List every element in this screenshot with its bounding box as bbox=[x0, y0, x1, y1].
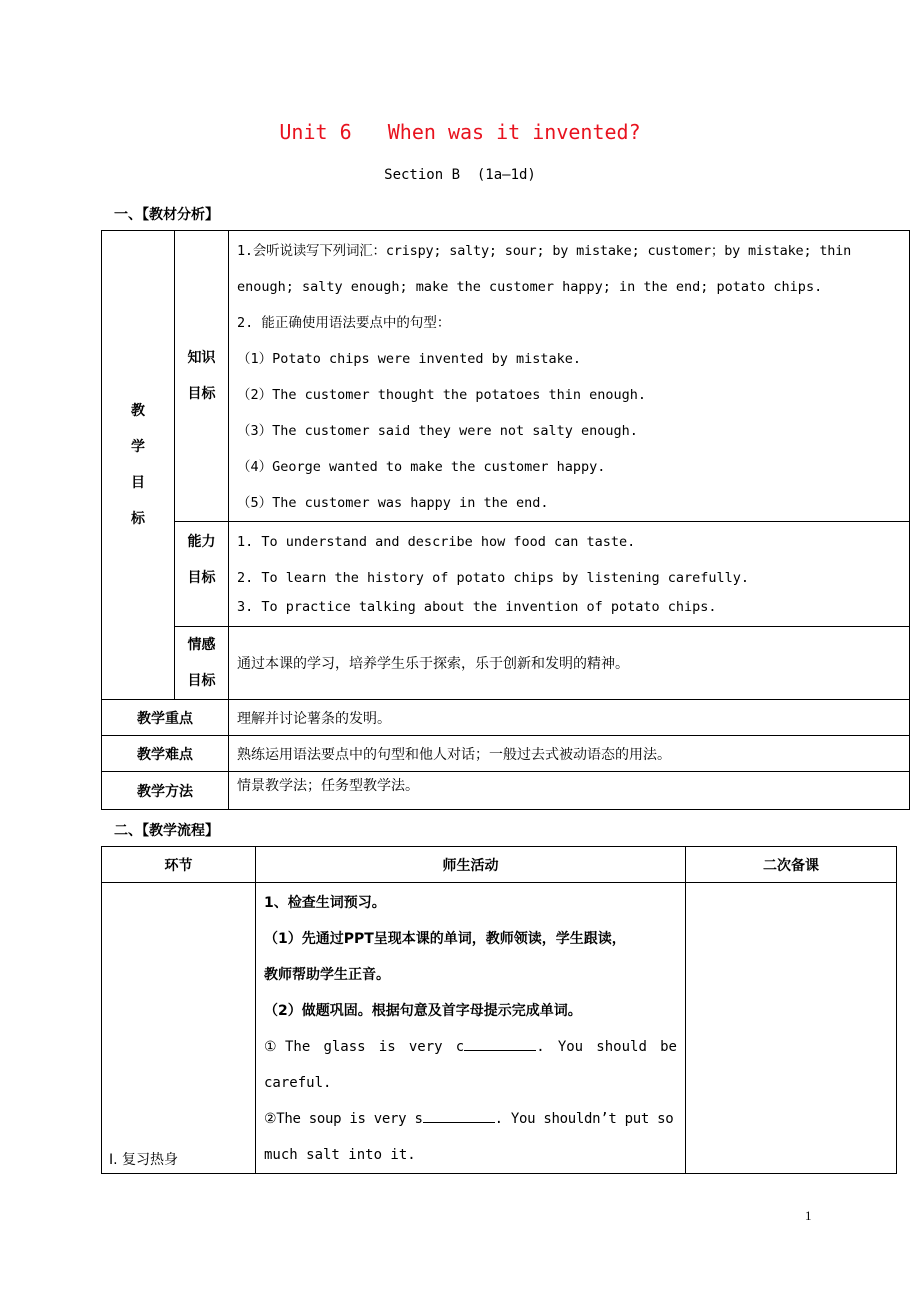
key-point-content: 理解并讨论薯条的发明。 bbox=[229, 700, 910, 736]
exercise-1-cont: careful. bbox=[264, 1075, 332, 1091]
activity-cell bbox=[256, 883, 686, 1174]
ability-content bbox=[229, 522, 910, 627]
analysis-table bbox=[101, 230, 910, 810]
process-table bbox=[101, 846, 897, 1174]
emotion-content: 通过本课的学习，培养学生乐于探索，乐于创新和发明的精神。 bbox=[229, 627, 910, 700]
stage-cell bbox=[102, 883, 256, 1174]
objectives-label: 教 学 目 标 bbox=[102, 231, 175, 700]
step1-line: （1）先通过PPT呈现本课的单词，教师领读，学生跟读， bbox=[264, 931, 626, 947]
knowledge-line: （2）The customer thought the potatoes thin enough. bbox=[237, 387, 647, 403]
key-point-label: 教学重点 bbox=[102, 700, 229, 736]
difficulty-label: 教学难点 bbox=[102, 736, 229, 772]
method-label: 教学方法 bbox=[102, 772, 229, 810]
ability-line: 3. To practice talking about the invention of potato chips. bbox=[237, 599, 717, 615]
knowledge-line: （4）George wanted to make the customer happy. bbox=[237, 459, 606, 475]
answer-blank bbox=[423, 1110, 495, 1123]
document-title: Unit 6 When was it invented? bbox=[279, 120, 641, 144]
section2-heading: 二、【教学流程】 bbox=[114, 823, 219, 839]
difficulty-content: 熟练运用语法要点中的句型和他人对话；一般过去式被动语态的用法。 bbox=[229, 736, 910, 772]
exercise-2: ②The soup is very s . You shouldn’t put so bbox=[264, 1111, 674, 1127]
stage-label: I. 复习热身 bbox=[109, 1152, 179, 1168]
knowledge-label: 知识 目标 bbox=[175, 231, 229, 522]
column-header-activity: 师生活动 bbox=[256, 847, 686, 883]
knowledge-line: 2. 能正确使用语法要点中的句型： bbox=[237, 315, 451, 331]
knowledge-content bbox=[229, 231, 910, 522]
knowledge-line: （3）The customer said they were not salty enough. bbox=[237, 423, 638, 439]
column-header-stage: 环节 bbox=[102, 847, 256, 883]
knowledge-line: （5）The customer was happy in the end. bbox=[237, 495, 549, 511]
exercise-1: ① The glass is very c . You should be bbox=[264, 1039, 677, 1055]
step-title: 1、检查生词预习。 bbox=[264, 895, 386, 911]
step2-line: （2）做题巩固。根据句意及首字母提示完成单词。 bbox=[264, 1003, 582, 1019]
column-header-notes: 二次备课 bbox=[686, 847, 897, 883]
section1-heading: 一、【教材分析】 bbox=[114, 207, 219, 223]
ability-line: 2. To learn the history of potato chips by listening carefully. bbox=[237, 570, 750, 586]
notes-cell bbox=[686, 883, 897, 1174]
method-content: 情景教学法；任务型教学法。 bbox=[229, 772, 910, 810]
knowledge-line: （1）Potato chips were invented by mistake. bbox=[237, 351, 581, 367]
ability-line: 1. To understand and describe how food can taste. bbox=[237, 534, 636, 550]
step1-line: 教师帮助学生正音。 bbox=[264, 967, 390, 983]
emotion-label: 情感 目标 bbox=[175, 627, 229, 700]
page-number: 1 bbox=[805, 1208, 812, 1223]
knowledge-line: 1.会听说读写下列词汇：crispy; salty; sour; by mistake; customer；by mistake; thin bbox=[237, 243, 852, 259]
answer-blank bbox=[464, 1038, 536, 1051]
knowledge-line: enough; salty enough; make the customer happy; in the end; potato chips. bbox=[237, 279, 823, 295]
ability-label: 能力 目标 bbox=[175, 522, 229, 627]
exercise-2-cont: much salt into it. bbox=[264, 1147, 416, 1163]
document-subtitle: Section B (1a—1d) bbox=[384, 167, 536, 183]
